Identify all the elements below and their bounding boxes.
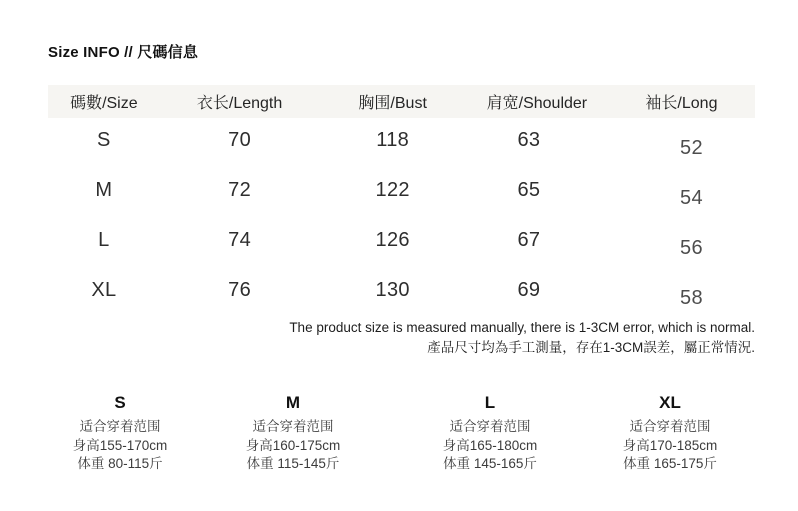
header-size: 碼數/Size	[70, 95, 138, 112]
fit-range-label: 适合穿着范围	[252, 419, 334, 434]
fit-height: 身高170-185cm	[622, 437, 718, 453]
table-row-s	[48, 115, 755, 165]
fit-size-label: XL	[659, 393, 681, 412]
cell-length: 72	[228, 178, 252, 201]
header-length: 衣长/Length	[196, 95, 283, 112]
cell-length: 74	[228, 228, 252, 251]
measurement-note-zh: 產品尺寸均為手工測量，存在1-3CM誤差，屬正常情況.	[427, 340, 755, 355]
cell-shoulder: 65	[517, 178, 541, 201]
page-title: Size INFO // 尺碼信息	[48, 44, 199, 61]
cell-shoulder: 63	[517, 128, 541, 151]
fit-guide-xl	[575, 393, 765, 474]
cell-size: L	[98, 228, 110, 251]
fit-size-label: L	[484, 393, 496, 412]
cell-bust: 130	[375, 278, 410, 301]
table-row-m	[48, 165, 755, 215]
cell-sleeve: 52	[680, 136, 703, 159]
fit-height: 身高160-175cm	[245, 437, 341, 453]
cell-sleeve: 58	[680, 286, 703, 309]
cell-size: S	[97, 128, 111, 151]
table-row-xl	[48, 265, 755, 315]
size-table-header-row	[48, 85, 755, 118]
cell-bust: 122	[375, 178, 410, 201]
fit-range-label: 适合穿着范围	[79, 419, 161, 434]
fit-size-label: M	[285, 393, 301, 412]
cell-bust: 118	[376, 128, 410, 151]
cell-size: M	[95, 178, 113, 201]
fit-weight: 体重 80-115斤	[77, 456, 163, 471]
fit-guide-l	[395, 393, 585, 474]
header-shoulder: 肩宽/Shoulder	[486, 95, 588, 112]
fit-height: 身高165-180cm	[442, 437, 538, 453]
measurement-note-en: The product size is measured manually, there is 1-3CM error, which is normal.	[289, 320, 755, 335]
fit-size-label: S	[114, 393, 126, 412]
fit-guide-m	[198, 393, 388, 474]
size-table	[48, 85, 755, 315]
cell-sleeve: 54	[680, 186, 703, 209]
fit-range-label: 适合穿着范围	[449, 419, 531, 434]
fit-range-label: 适合穿着范围	[629, 419, 711, 434]
fit-weight: 体重 115-145斤	[246, 456, 340, 471]
header-sleeve: 袖长/Long	[645, 95, 718, 112]
cell-shoulder: 67	[517, 228, 541, 251]
measurement-note	[289, 318, 755, 358]
cell-size: XL	[91, 278, 117, 301]
fit-height: 身高155-170cm	[72, 437, 168, 453]
fit-guide-s	[25, 393, 215, 474]
cell-bust: 126	[375, 228, 410, 251]
cell-length: 70	[228, 128, 252, 151]
cell-length: 76	[228, 278, 252, 301]
fit-weight: 体重 145-165斤	[443, 456, 537, 471]
size-table-body	[48, 115, 755, 315]
header-bust: 胸围/Bust	[358, 95, 427, 112]
table-row-l	[48, 215, 755, 265]
fit-weight: 体重 165-175斤	[623, 456, 717, 471]
cell-sleeve: 56	[680, 236, 703, 259]
cell-shoulder: 69	[517, 278, 541, 301]
